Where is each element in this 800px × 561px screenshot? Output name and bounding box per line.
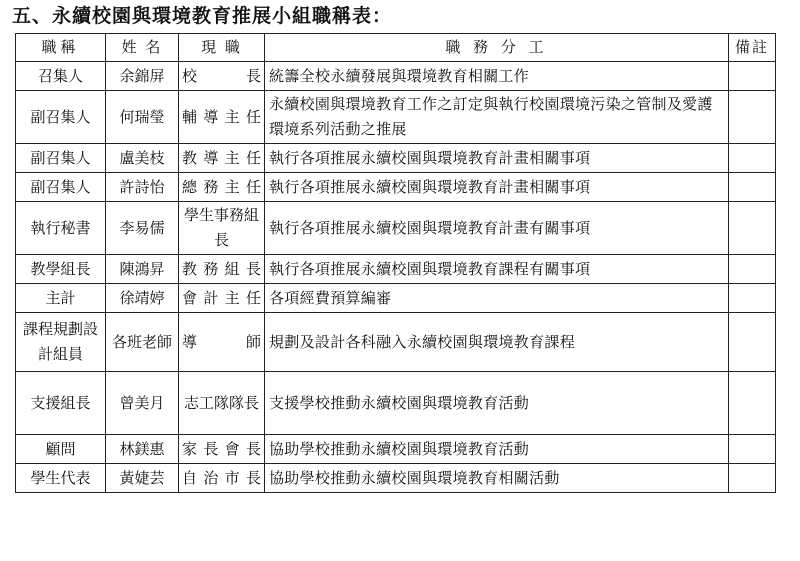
cell-duties: 執行各項推展永續校園與環境教育課程有關事項 [265, 255, 729, 284]
cell-remarks [729, 372, 776, 435]
cell-position: 校 長 [179, 62, 265, 91]
cell-remarks [729, 255, 776, 284]
table-row [16, 144, 776, 173]
table-row [16, 202, 776, 255]
table-row [16, 255, 776, 284]
cell-name: 各班老師 [106, 313, 179, 372]
cell-name: 林鎂惠 [106, 435, 179, 464]
cell-position: 教導主任 [179, 144, 265, 173]
cell-duties: 協助學校推動永續校園與環境教育相關活動 [265, 464, 729, 493]
col-header-duties: 職 務 分 工 [265, 34, 729, 62]
cell-duties: 支援學校推動永續校園與環境教育活動 [265, 372, 729, 435]
table-row [16, 372, 776, 435]
cell-remarks [729, 464, 776, 493]
cell-name: 陳鴻昇 [106, 255, 179, 284]
cell-name: 曾美月 [106, 372, 179, 435]
table-row [16, 284, 776, 313]
col-header-remarks: 備註 [729, 34, 776, 62]
cell-remarks [729, 62, 776, 91]
roles-table [15, 33, 776, 493]
cell-duties: 永續校園與環境教育工作之訂定與執行校園環境污染之管制及愛護環境系列活動之推展 [265, 91, 729, 144]
cell-duties: 各項經費預算編審 [265, 284, 729, 313]
table-row [16, 173, 776, 202]
cell-position: 學生事務組長 [179, 202, 265, 255]
cell-role: 學生代表 [16, 464, 106, 493]
cell-duties: 執行各項推展永續校園與環境教育計畫有關事項 [265, 202, 729, 255]
cell-name: 許詩怡 [106, 173, 179, 202]
cell-role: 課程規劃設計組員 [16, 313, 106, 372]
cell-position: 教務組長 [179, 255, 265, 284]
cell-duties: 統籌全校永續發展與環境教育相關工作 [265, 62, 729, 91]
cell-name: 盧美枝 [106, 144, 179, 173]
cell-remarks [729, 202, 776, 255]
table-row [16, 62, 776, 91]
document-title: 五、永續校園與環境教育推展小組職稱表： [12, 5, 393, 27]
cell-position: 會計主任 [179, 284, 265, 313]
cell-position: 輔導主任 [179, 91, 265, 144]
cell-remarks [729, 144, 776, 173]
cell-name: 黃婕芸 [106, 464, 179, 493]
cell-remarks [729, 435, 776, 464]
cell-position: 志工隊隊長 [179, 372, 265, 435]
cell-role: 副召集人 [16, 173, 106, 202]
cell-position: 導 師 [179, 313, 265, 372]
col-header-position: 現 職 [179, 34, 265, 62]
cell-role: 主計 [16, 284, 106, 313]
col-header-role: 職稱 [16, 34, 106, 62]
cell-role: 副召集人 [16, 91, 106, 144]
col-header-name: 姓 名 [106, 34, 179, 62]
table-row [16, 91, 776, 144]
cell-role: 支援組長 [16, 372, 106, 435]
table-row [16, 435, 776, 464]
cell-remarks [729, 284, 776, 313]
cell-name: 何瑞瑩 [106, 91, 179, 144]
table-row [16, 313, 776, 372]
cell-remarks [729, 313, 776, 372]
cell-role: 召集人 [16, 62, 106, 91]
cell-role: 顧問 [16, 435, 106, 464]
cell-position: 總務主任 [179, 173, 265, 202]
cell-role: 副召集人 [16, 144, 106, 173]
cell-position: 家長會長 [179, 435, 265, 464]
table-header-row [16, 34, 776, 62]
cell-name: 徐靖婷 [106, 284, 179, 313]
cell-remarks [729, 91, 776, 144]
cell-role: 教學組長 [16, 255, 106, 284]
cell-duties: 規劃及設計各科融入永續校園與環境教育課程 [265, 313, 729, 372]
cell-duties: 協助學校推動永續校園與環境教育活動 [265, 435, 729, 464]
cell-duties: 執行各項推展永續校園與環境教育計畫相關事項 [265, 173, 729, 202]
cell-position: 自治市長 [179, 464, 265, 493]
cell-remarks [729, 173, 776, 202]
cell-role: 執行秘書 [16, 202, 106, 255]
cell-name: 李易儒 [106, 202, 179, 255]
table-row [16, 464, 776, 493]
cell-name: 余錦屏 [106, 62, 179, 91]
cell-duties: 執行各項推展永續校園與環境教育計畫相關事項 [265, 144, 729, 173]
